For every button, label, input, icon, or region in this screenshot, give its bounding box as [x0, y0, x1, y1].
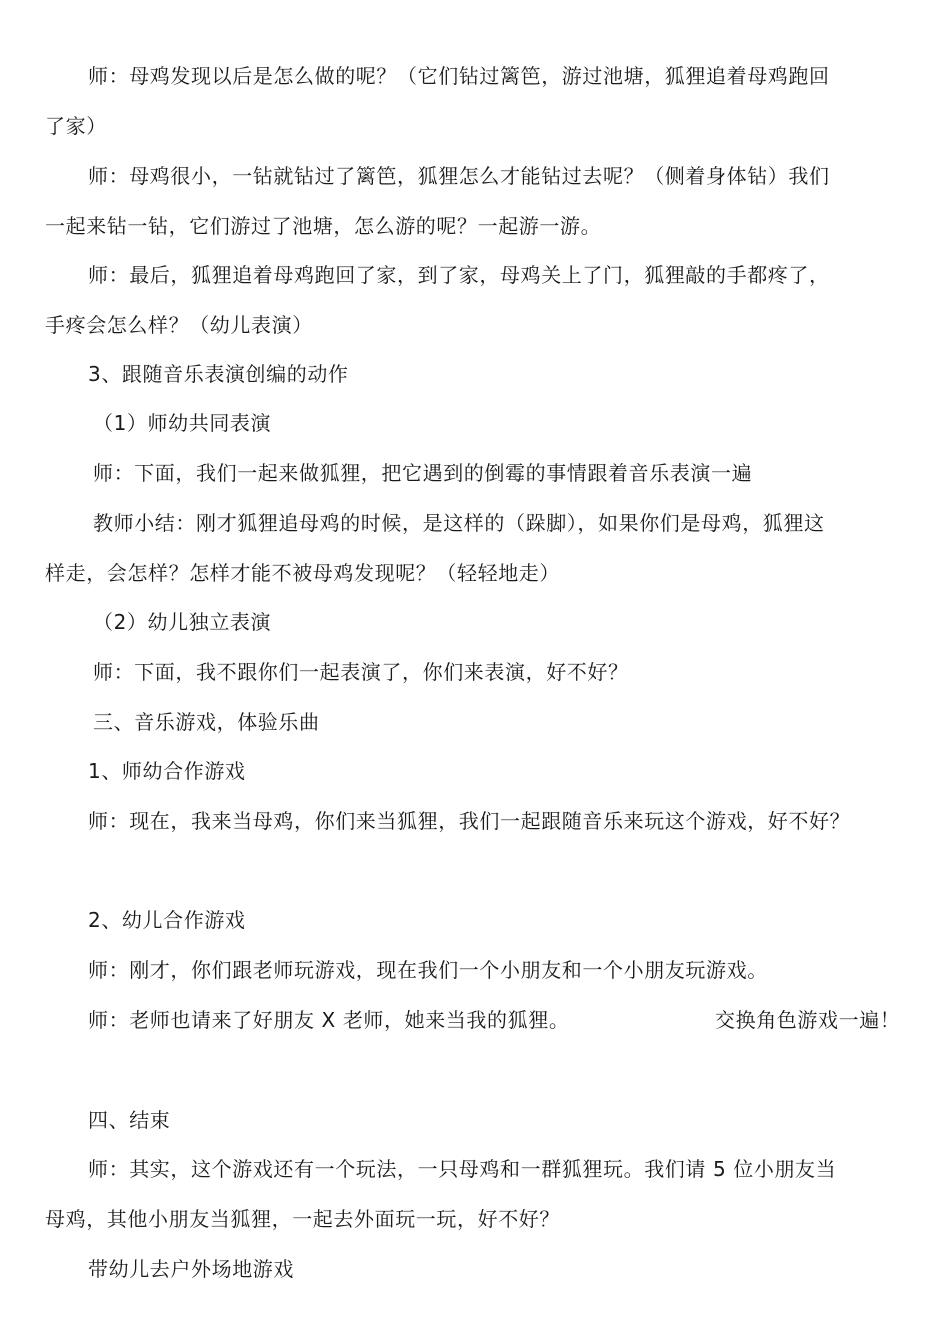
section-heading: 四、结束 [88, 1108, 171, 1132]
paragraph-line: 一起来钻一钻，它们游过了池塘，怎么游的呢？一起游一游。 [45, 214, 602, 238]
paragraph-line: 师：老师也请来了好朋友 X 老师，她来当我的狐狸。 [88, 1008, 570, 1032]
subsection-heading: 2、幼儿合作游戏 [88, 908, 246, 932]
paragraph-line: 了家） [45, 114, 107, 138]
paragraph-line: 手疼会怎么样？（幼儿表演） [45, 313, 313, 337]
section-heading: 3、跟随音乐表演创编的动作 [88, 362, 349, 386]
subsection-heading: （1）师幼共同表演 [93, 411, 272, 435]
paragraph-line: 师：下面，我们一起来做狐狸，把它遇到的倒霉的事情跟着音乐表演一遍 [93, 461, 753, 485]
paragraph-note: 交换角色游戏一遍！ [715, 1008, 901, 1032]
paragraph-line: 教师小结：刚才狐狸追母鸡的时候，是这样的（跺脚），如果你们是母鸡，狐狸这 [93, 511, 825, 535]
paragraph-line: 母鸡，其他小朋友当狐狸，一起去外面玩一玩，好不好？ [45, 1207, 560, 1231]
paragraph-line: 师：母鸡很小，一钻就钻过了篱笆，狐狸怎么才能钻过去呢？（侧着身体钻）我们 [88, 164, 830, 188]
paragraph-line: 带幼儿去户外场地游戏 [88, 1257, 294, 1281]
paragraph-line: 师：母鸡发现以后是怎么做的呢？（它们钻过篱笆，游过池塘，狐狸追着母鸡跑回 [88, 64, 830, 88]
paragraph-line: 师：下面，我不跟你们一起表演了，你们来表演，好不好？ [93, 660, 629, 684]
paragraph-line: 师：现在，我来当母鸡，你们来当狐狸，我们一起跟随音乐来玩这个游戏，好不好？ [88, 809, 851, 833]
paragraph-line: 师：最后，狐狸追着母鸡跑回了家，到了家，母鸡关上了门，狐狸敲的手都疼了， [88, 263, 830, 287]
section-heading: 三、音乐游戏，体验乐曲 [93, 710, 320, 734]
subsection-heading: （2）幼儿独立表演 [93, 610, 272, 634]
subsection-heading: 1、师幼合作游戏 [88, 759, 246, 783]
paragraph-line: 师：刚才，你们跟老师玩游戏，现在我们一个小朋友和一个小朋友玩游戏。 [88, 958, 768, 982]
paragraph-line: 师：其实，这个游戏还有一个玩法，一只母鸡和一群狐狸玩。我们请 5 位小朋友当 [88, 1157, 837, 1181]
paragraph-line: 样走，会怎样？怎样才能不被母鸡发现呢？（轻轻地走） [45, 561, 560, 585]
